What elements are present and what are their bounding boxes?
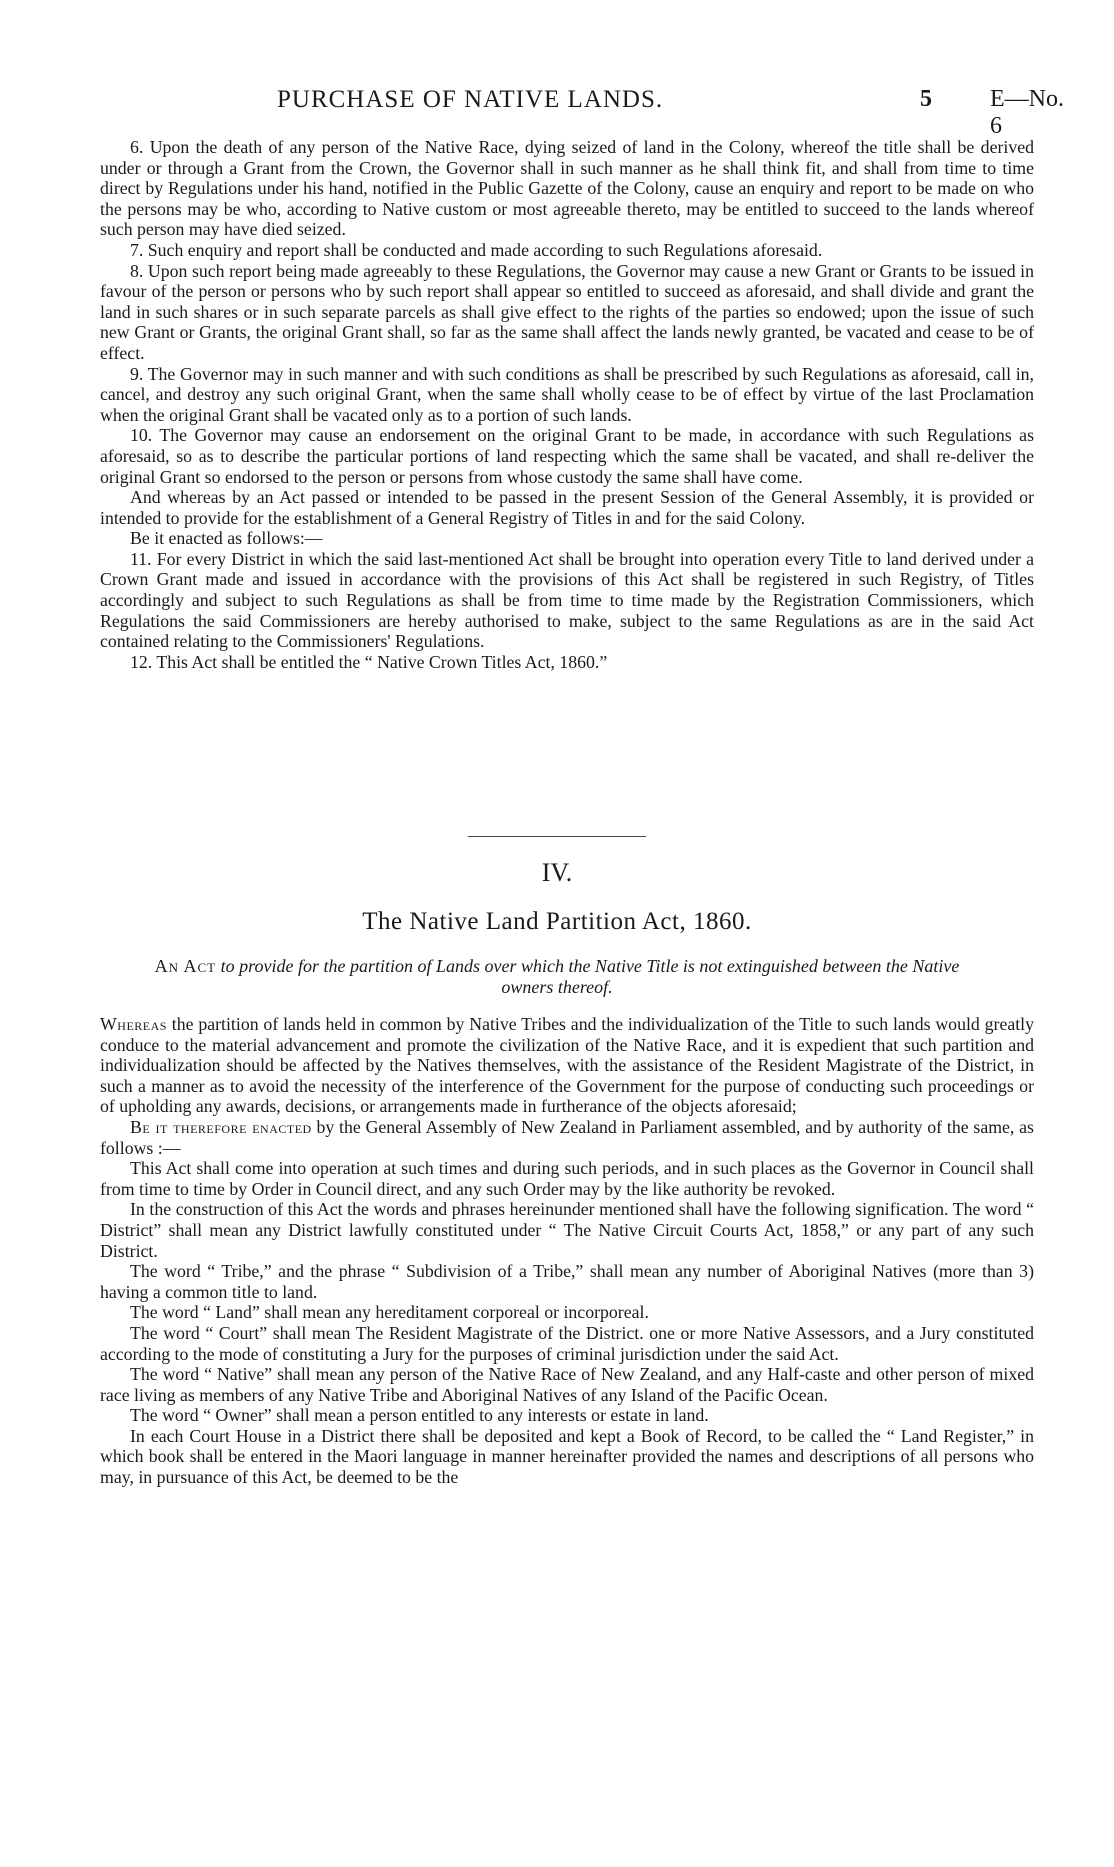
clause-9: 9. The Governor may in such manner and with such conditions as shall be prescribed by such Regulations as aforesaid, call in, cancel, and destroy any such original Grant, when the same shall wholly cease to be of effect by virtue of the last Proclamation when the original Grant shall be vacated only as to a portion of such lands. xyxy=(100,363,1034,425)
page-number: 5 xyxy=(920,86,932,112)
definition-land: The word “ Land” shall mean any hereditament corporeal or incorporeal. xyxy=(130,1302,649,1323)
document-code: E—No. 6 xyxy=(990,86,1064,139)
section-numeral: IV. xyxy=(541,858,573,887)
preamble-lead: Whereas xyxy=(100,1014,167,1034)
page-header xyxy=(80,86,1080,139)
long-title-lead: An Act xyxy=(154,956,217,976)
definition-tribe: The word “ Tribe,” and the phrase “ Subdivision of a Tribe,” shall mean any number of Aboriginal Natives (more than 3) having a common title to land. xyxy=(100,1261,1034,1302)
section-iii-continuation xyxy=(100,137,1034,672)
clause-12: 12. This Act shall be entitled the “ Native Crown Titles Act, 1860.” xyxy=(130,651,608,672)
interpretation-paragraph: In the construction of this Act the words and phrases hereinunder mentioned shall have the following signification. The word “ District” shall mean any District lawfully constituted under “ The Native Circuit Courts Act, 1858,” or any part of any such District. xyxy=(100,1199,1034,1261)
land-register-paragraph: In each Court House in a District there shall be deposited and kept a Book of Record, to be called the “ Land Register,” in which book shall be entered in the Maori language in manner hereinafter provided the names and descriptions of all persons who may, in pursuance of this Act, be deemed to be the xyxy=(100,1425,1034,1488)
preamble-text: the partition of lands held in common by Native Tribes and the individualization of the Title to such lands would greatly conduce to the material advancement and promote the civilization of the Native Race, and it is expedient that such partition and individualization should be affected by the Natives themselves, with the assistance of the Resident Magistrate of the District, in such a manner as to avoid the necessity of the interference of the Government for the purpose of conducting such proceedings or of upholding any awards, decisions, or arrangements made in furtherance of the objects aforesaid; xyxy=(100,1014,1034,1117)
enacting-lead: Be it therefore enacted xyxy=(130,1116,312,1137)
definition-native: The word “ Native” shall mean any person of the Native Race of New Zealand, and any Half-caste and other person of mixed race living as members of any Native Tribe and Aboriginal Natives of any Island of the Pacific Ocean. xyxy=(100,1364,1034,1405)
clause-11: 11. For every District in which the said last-mentioned Act shall be brought into operation every Title to land derived under a Crown Grant made and issued in accordance with the provisions of this Act shall be registered in such Registry, of Titles accordingly and subject to such Regulations as shall be from time to time made by the Registration Commissioners, which Regulations the said Commissioners are hereby authorised to make, subject to the same Regulations as are in the said Act contained relating to the Commissioners' Regulations. xyxy=(100,548,1034,652)
section-divider xyxy=(468,836,646,837)
long-title-text: to provide for the partition of Lands over which the Native Title is not extinguished between the Native owners thereof. xyxy=(216,956,960,997)
whereas-paragraph: And whereas by an Act passed or intended to be passed in the present Session of the General Assembly, it is provided or intended to provide for the establishment of a General Registry of Titles in and for the said Colony. xyxy=(100,487,1034,528)
commencement-paragraph: This Act shall come into operation at such times and during such periods, and in such places as the Governor in Council shall from time to time by Order in Council direct, and any such Order may by the like authority be revoked. xyxy=(100,1158,1034,1199)
definition-owner: The word “ Owner” shall mean a person entitled to any interests or estate in land. xyxy=(130,1405,709,1426)
running-title: PURCHASE OF NATIVE LANDS. xyxy=(277,86,664,113)
clause-6: 6. Upon the death of any person of the Native Race, dying seized of land in the Colony, whereof the title shall be derived under or through a Grant from the Crown, the Governor shall in such manner as he shall think fit, and shall from time to time direct by Regulations under his hand, notified in the Public Gazette of the Colony, cause an enquiry and report to be made on who the persons may be who, according to Native custom or most agreeable thereto, may be entitled to succeed to the lands whereof such person may have died seized. xyxy=(100,137,1034,240)
section-iv-body xyxy=(100,1014,1034,1488)
definition-court: The word “ Court” shall mean The Resident Magistrate of the District. one or more Native Assessors, and a Jury constituted according to the mode of constituting a Jury for the purposes of criminal jurisdiction under the said Act. xyxy=(100,1322,1034,1364)
enacting-text: by the General Assembly of New Zealand in Parliament assembled, and by authority of the same, as follows :— xyxy=(100,1116,1034,1158)
enactment-line: Be it enacted as follows:— xyxy=(130,528,323,549)
preamble xyxy=(100,1014,1034,1117)
clause-7: 7. Such enquiry and report shall be conducted and made according to such Regulations aforesaid. xyxy=(130,239,823,260)
act-title: The Native Land Partition Act, 1860. xyxy=(362,908,752,935)
clause-10: 10. The Governor may cause an endorsement on the original Grant to be made, in accordance with such Regulations as aforesaid, so as to describe the particular portions of land respecting which the same shall be vacated, and shall re-deliver the original Grant so endorsed to the person or persons from whose custody the same shall have come. xyxy=(100,425,1034,487)
act-long-title xyxy=(140,956,974,998)
clause-8: 8. Upon such report being made agreeably to these Regulations, the Governor may cause a new Grant or Grants to be issued in favour of the person or persons who by such report shall appear so entitled to succeed as aforesaid, and shall divide and grant the land in such shares or in such separate parcels as shall give effect to the rights of the parties so endowed; upon the issue of such new Grant or Grants, the original Grant shall, so far as the same shall affect the lands newly granted, be vacated and cease to be of effect. xyxy=(100,260,1034,363)
enacting-clause xyxy=(100,1117,1034,1158)
